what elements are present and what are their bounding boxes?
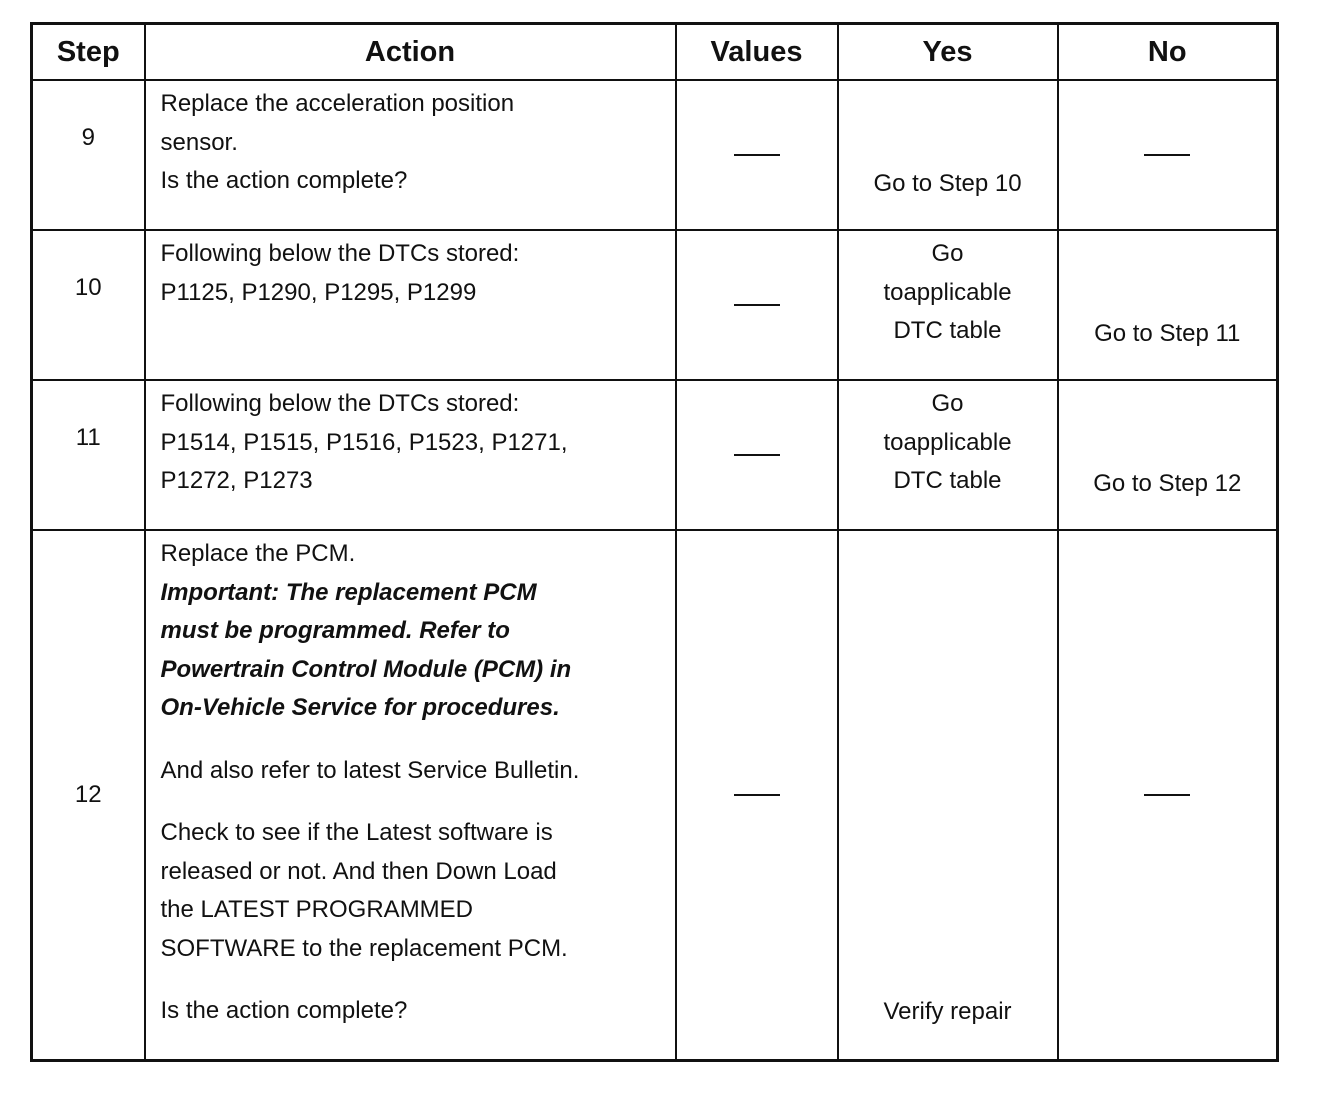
yes-text: Go to Step 10 bbox=[873, 169, 1022, 197]
diagnostic-procedure-table bbox=[30, 22, 1279, 1062]
yes-cell bbox=[838, 380, 1058, 530]
step-number: 10 bbox=[32, 230, 145, 380]
check-line: Check to see if the Latest software is bbox=[160, 819, 553, 846]
action-question: Is the action complete? bbox=[160, 997, 408, 1024]
yes-line: DTC table bbox=[893, 467, 1002, 494]
empty-dash bbox=[734, 454, 780, 456]
important-note-line: Powertrain Control Module (PCM) in bbox=[160, 655, 572, 683]
header-yes: Yes bbox=[838, 24, 1058, 81]
yes-text: Verify repair bbox=[883, 997, 1012, 1025]
values-cell bbox=[676, 530, 838, 1061]
action-line: sensor. bbox=[160, 128, 238, 156]
values-cell bbox=[676, 380, 838, 530]
action-cell bbox=[145, 380, 676, 530]
values-cell bbox=[676, 230, 838, 380]
table-row bbox=[32, 530, 1278, 1061]
header-values: Values bbox=[676, 24, 838, 81]
important-note-line: must be programmed. Refer to bbox=[160, 617, 510, 644]
empty-dash bbox=[1144, 794, 1190, 796]
table-row bbox=[32, 380, 1278, 530]
header-no: No bbox=[1058, 24, 1278, 81]
table-row bbox=[32, 80, 1278, 230]
action-line: P1125, P1290, P1295, P1299 bbox=[160, 278, 477, 306]
yes-line: toapplicable bbox=[883, 278, 1012, 306]
action-cell bbox=[145, 80, 676, 230]
yes-line: DTC table bbox=[893, 317, 1002, 344]
action-line: Replace the PCM. bbox=[160, 540, 356, 567]
step-number: 11 bbox=[32, 380, 145, 530]
important-note-line: Important: The replacement PCM bbox=[160, 578, 537, 606]
check-line: released or not. And then Down Load bbox=[160, 857, 557, 885]
table-row bbox=[32, 230, 1278, 380]
yes-line: toapplicable bbox=[883, 428, 1012, 456]
yes-cell bbox=[838, 80, 1058, 230]
action-line: P1514, P1515, P1516, P1523, P1271, bbox=[160, 428, 568, 456]
header-action: Action bbox=[145, 24, 676, 81]
action-cell bbox=[145, 530, 676, 1061]
empty-dash bbox=[1144, 154, 1190, 156]
action-line: Following below the DTCs stored: bbox=[160, 390, 520, 417]
step-number: 12 bbox=[32, 530, 145, 1061]
empty-dash bbox=[734, 154, 780, 156]
no-cell bbox=[1058, 80, 1278, 230]
no-text: Go to Step 11 bbox=[1094, 319, 1241, 347]
check-line: the LATEST PROGRAMMED bbox=[160, 896, 474, 923]
values-cell bbox=[676, 80, 838, 230]
no-cell bbox=[1058, 230, 1278, 380]
check-line: SOFTWARE to the replacement PCM. bbox=[160, 934, 568, 962]
empty-dash bbox=[734, 304, 780, 306]
yes-line: Go bbox=[931, 390, 964, 417]
no-text: Go to Step 12 bbox=[1093, 469, 1242, 497]
no-cell bbox=[1058, 530, 1278, 1061]
yes-cell bbox=[838, 530, 1058, 1061]
action-cell bbox=[145, 230, 676, 380]
header-step: Step bbox=[32, 24, 145, 81]
bulletin-note: And also refer to latest Service Bulletin. bbox=[160, 756, 580, 784]
step-number: 9 bbox=[32, 80, 145, 230]
empty-dash bbox=[734, 794, 780, 796]
action-line: P1272, P1273 bbox=[160, 467, 313, 494]
action-line: Following below the DTCs stored: bbox=[160, 240, 520, 267]
action-line: Is the action complete? bbox=[160, 167, 408, 194]
header-row bbox=[32, 24, 1278, 81]
yes-cell bbox=[838, 230, 1058, 380]
action-line: Replace the acceleration position bbox=[160, 90, 515, 117]
no-cell bbox=[1058, 380, 1278, 530]
yes-line: Go bbox=[931, 240, 964, 267]
important-note-line: On-Vehicle Service for procedures. bbox=[160, 694, 560, 721]
